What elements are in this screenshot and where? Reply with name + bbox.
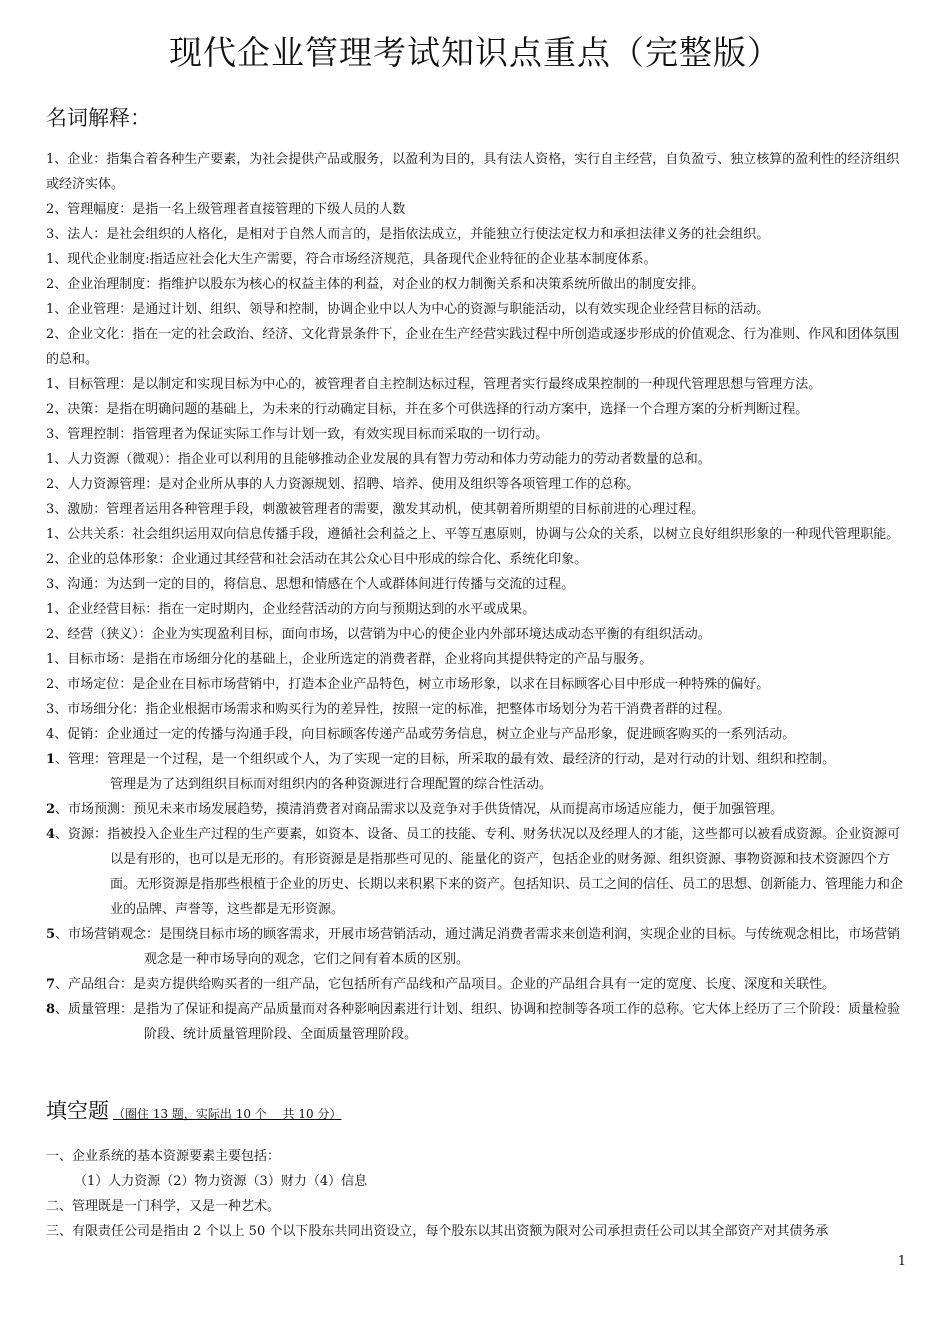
list-item: 1、企业：指集合着各种生产要素，为社会提供产品或服务，以盈利为目的，具有法人资格，实行自主经营，自负盈亏、独立核算的盈利性的经济组织或经济实体。 <box>46 152 900 192</box>
bold-term-item <box>46 972 910 997</box>
list-item: 2、管理幅度：是指一名上级管理者直接管理的下级人员的人数 <box>46 202 406 217</box>
list-item: 1、企业管理：是通过计划、组织、领导和控制，协调企业中以人为中心的资源与职能活动，以有效实现企业经营目标的活动。 <box>46 302 770 317</box>
list-item: 3、管理控制：指管理者为保证实际工作与计划一致，有效实现目标而采取的一切行动。 <box>46 427 549 442</box>
term-head: 、管理： <box>55 752 108 767</box>
section-heading-fill <box>46 1096 342 1125</box>
term-text: 管理是为了达到组织目标而对组织内的各种资源进行合理配置的综合性活动。 <box>110 777 553 792</box>
bold-term-item <box>46 822 910 922</box>
list-item: 2、人力资源管理：是对企业所从事的人力资源规划、招聘、培养、使用及组织等各项管理工作的总称。 <box>46 477 640 492</box>
term-head: 、质量管理： <box>55 1002 134 1017</box>
list-item: 2、企业文化：指在一定的社会政治、经济、文化背景条件下，企业在生产经营实践过程中所创造或逐步形成的价值观念、行为准则、作风和团体氛围的总和。 <box>46 327 900 367</box>
list-item: 1、目标管理：是以制定和实现目标为中心的，被管理者自主控制达标过程，管理者实行最终成果控制的一种现代管理思想与管理方法。 <box>46 377 822 392</box>
fill-heading-text: 填空题 <box>46 1099 109 1123</box>
list-item: 2、企业治理制度：指维护以股东为核心的权益主体的利益，对企业的权力制衡关系和决策系统所做出的制度安排。 <box>46 277 705 292</box>
list-item: 1、目标市场：是指在市场细分化的基础上，企业所选定的消费者群，企业将向其提供特定的产品与服务。 <box>46 652 653 667</box>
list-item: 二、管理既是一门科学，又是一种艺术。 <box>46 1199 281 1214</box>
section-heading-terms: 名词解释： <box>46 106 151 130</box>
term-head: 、产品组合： <box>55 977 134 992</box>
list-item: 3、市场细分化：指企业根据市场需求和购买行为的差异性，按照一定的标准，把整体市场划分为若干消费者群的过程。 <box>46 702 731 717</box>
term-number: 5 <box>46 927 56 942</box>
list-item: 1、现代企业制度:指适应社会化大生产需要，符合市场经济规范，具备现代企业特征的企业基本制度体系。 <box>46 252 657 267</box>
term-number: 7 <box>46 977 56 992</box>
list-item: 三、有限责任公司是指由 2 个以上 50 个以下股东共同出资设立，每个股东以其出资额为限对公司承担责任公司以其全部资产对其债务承 <box>46 1224 829 1239</box>
bold-term-item <box>46 922 910 972</box>
bold-term-item <box>46 797 910 822</box>
term-head: 、资源： <box>55 827 108 842</box>
list-item: 3、激励：管理者运用各种管理手段，刺激被管理者的需要，激发其动机，使其朝着所期望的目标前进的心理过程。 <box>46 502 705 517</box>
term-text: 是围绕目标市场的顾客需求，开展市场营销活动，通过满足消费者需求来创造利润，实现企业的目标。与传统观念相比，市场营销观念是一种市场导向的观念，它们之间有着本质的区别。 <box>144 927 901 967</box>
list-item: 2、企业的总体形象：企业通过其经营和社会活动在其公众心目中形成的综合化、系统化印象。 <box>46 552 588 567</box>
fill-heading-note: （圈住 13 题，实际出 10 个 共 10 分） <box>113 1107 342 1121</box>
term-number: 1 <box>46 752 56 767</box>
list-item: 3、沟通：为达到一定的目的，将信息、思想和情感在个人或群体间进行传播与交流的过程。 <box>46 577 575 592</box>
term-number: 4 <box>46 827 56 842</box>
list-item: 1、企业经营目标：指在一定时期内，企业经营活动的方向与预期达到的水平或成果。 <box>46 602 536 617</box>
list-item: （1）人力资源（2）物力资源（3）财力（4）信息 <box>74 1174 368 1189</box>
list-item: 1、人力资源（微观）：指企业可以利用的且能够推动企业发展的具有智力劳动和体力劳动能力的劳动者数量的总和。 <box>46 452 711 467</box>
fill-list <box>46 1144 910 1244</box>
term-text: 管理是一个过程，是一个组织或个人，为了实现一定的目标，所采取的最有效、最经济的行动，是对行动的计划、组织和控制。 <box>107 752 836 767</box>
bold-term-item <box>46 997 910 1047</box>
term-text: 指被投入企业生产过程的生产要素，如资本、设备、员工的技能、专利、财务状况以及经理人的才能，这些都可以被看成资源。企业资源可以是有形的，也可以是无形的。有形资源是是指那些可见的、能量化的资产，包括企业的财务源、组织资源、事物资源和技术资源四个方面。无形资源是指那些根植于企业的历史、长期以来积累下来的资产。包括知识、员工之间的信任、员工的思想、创新能力、管理能力和企业的品牌、声誉等，这些都是无形资源。 <box>107 827 904 917</box>
term-head: 、市场营销观念： <box>55 927 160 942</box>
term-number: 2 <box>46 802 56 817</box>
list-item: 2、市场定位：是企业在目标市场营销中，打造本企业产品特色，树立市场形象，以求在目标顾客心目中形成一种特殊的偏好。 <box>46 677 770 692</box>
list-item: 2、决策：是指在明确问题的基础上，为未来的行动确定目标，并在多个可供选择的行动方案中，选择一个合理方案的分析判断过程。 <box>46 402 809 417</box>
bold-term-item <box>46 747 910 797</box>
list-item: 3、法人：是社会组织的人格化，是相对于自然人而言的，是指依法成立，并能独立行使法定权力和承担法律义务的社会组织。 <box>46 227 770 242</box>
list-item: 4、促销：企业通过一定的传播与沟通手段，向目标顾客传递产品或劳务信息，树立企业与产品形象，促进顾客购买的一系列活动。 <box>46 727 796 742</box>
term-text: 是指为了保证和提高产品质量而对各种影响因素进行计划、组织、协调和控制等各项工作的总称。它大体上经历了三个阶段：质量检验阶段、统计质量管理阶段、全面质量管理阶段。 <box>133 1002 901 1042</box>
term-text: 是卖方提供给购买者的一组产品，它包括所有产品线和产品项目。企业的产品组合具有一定的宽度、长度、深度和关联性。 <box>133 977 836 992</box>
list-item: 2、经营（狭义）：企业为实现盈利目标，面向市场，以营销为中心的使企业内外部环境达成动态平衡的有组织活动。 <box>46 627 711 642</box>
list-item: 一、企业系统的基本资源要素主要包括： <box>46 1149 281 1164</box>
page-number: 1 <box>897 1254 906 1269</box>
term-list <box>46 147 910 1047</box>
term-text: 预见未来市场发展趋势，摸清消费者对商品需求以及竞争对手供货情况，从而提高市场适应能力，便于加强管理。 <box>133 802 784 817</box>
list-item: 1、公共关系：社会组织运用双向信息传播手段，遵循社会利益之上、平等互惠原则，协调与公众的关系，以树立良好组织形象的一种现代管理职能。 <box>46 527 900 542</box>
term-number: 8 <box>46 1002 56 1017</box>
term-head: 、市场预测： <box>55 802 134 817</box>
page-title: 现代企业管理考试知识点重点（完整版） <box>169 33 781 72</box>
